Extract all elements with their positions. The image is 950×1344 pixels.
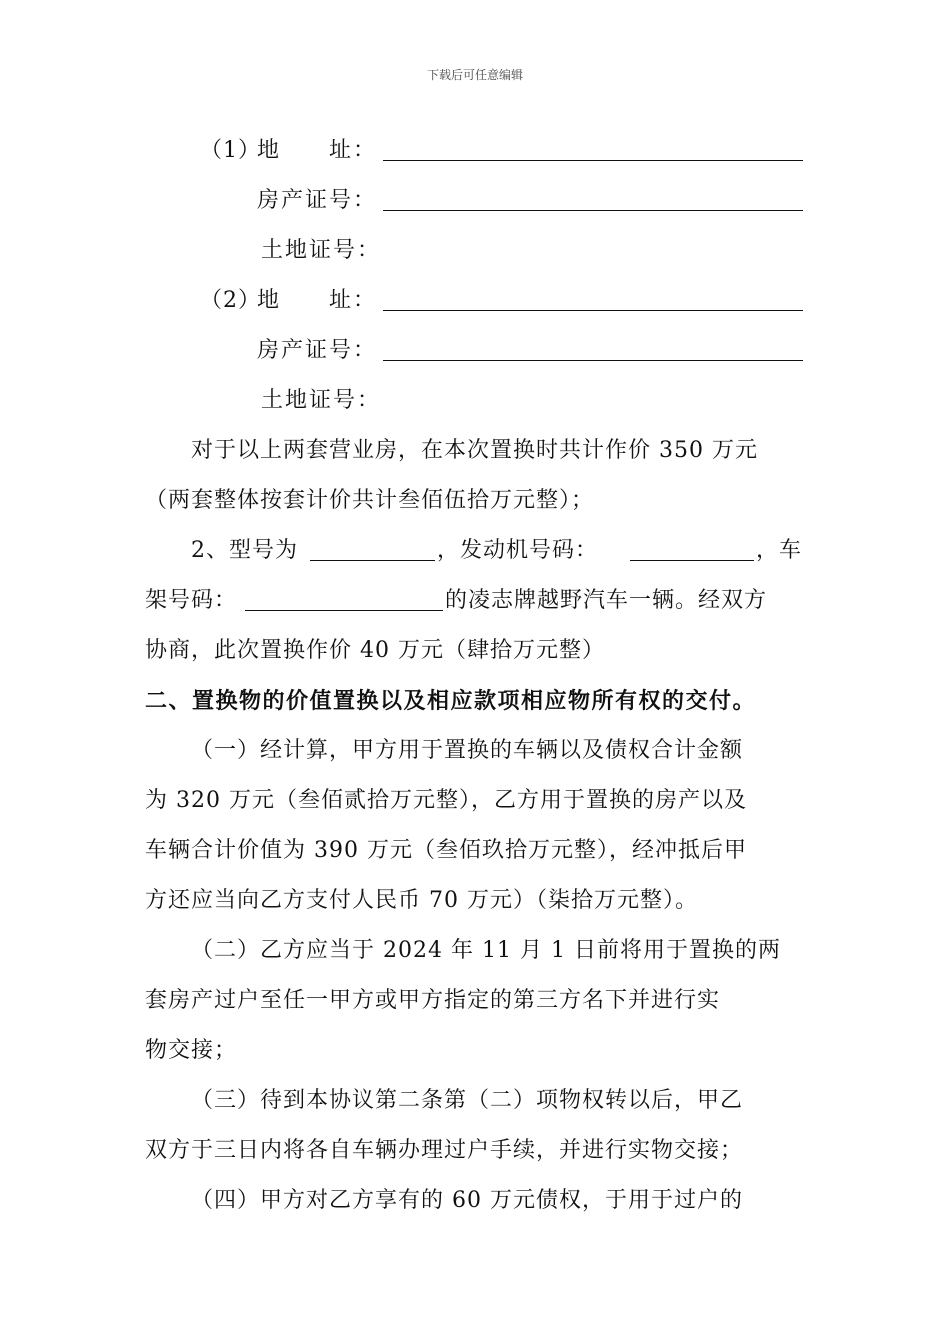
property-1-land-label: 土地证号： — [261, 238, 382, 263]
item-1-line-2: 为 320 万元（叁佰贰拾万元整），乙方用于置换的房产以及 — [145, 788, 747, 813]
property-2-number: （2） — [200, 288, 261, 313]
vehicle-description: 的凌志牌越野汽车一辆。经双方 — [445, 588, 768, 613]
property-2-cert-label: 房产证号： — [257, 338, 378, 363]
vehicle-frame-label: 架号码： — [145, 588, 238, 613]
item-1-line-4: 方还应当向乙方支付人民币 70 万元）（柒拾万元整）。 — [145, 888, 698, 913]
valuation-line-1: 对于以上两套营业房，在本次置换时共计作价 350 万元 — [191, 438, 758, 463]
vehicle-model-blank[interactable] — [310, 560, 435, 561]
item-3-line-1: （三）待到本协议第二条第（二）项物权转以后，甲乙 — [191, 1088, 744, 1113]
valuation-line-2: （两套整体按套计价共计叁佰伍拾万元整）； — [145, 488, 595, 513]
item-1-line-1: （一）经计算，甲方用于置换的车辆以及债权合计金额 — [191, 738, 744, 763]
vehicle-frame-prefix: ，车 — [756, 538, 803, 563]
page-header-note: 下载后可任意编辑 — [426, 68, 523, 82]
vehicle-frame-blank[interactable] — [245, 610, 443, 611]
item-2-line-2: 套房产过户至任一甲方或甲方指定的第三方名下并进行实 — [145, 988, 721, 1013]
item-3-line-2: 双方于三日内将各自车辆办理过户手续，并进行实物交接； — [145, 1138, 744, 1163]
property-2-land-label: 土地证号： — [261, 388, 382, 413]
item-2-line-1: （二）乙方应当于 2024 年 11 月 1 日前将用于置换的两 — [191, 938, 781, 963]
property-2-address-blank[interactable] — [383, 310, 803, 311]
vehicle-line-3: 协商，此次置换作价 40 万元（肆拾万元整） — [145, 638, 605, 663]
vehicle-engine-blank[interactable] — [630, 560, 754, 561]
vehicle-model-label: 2、型号为 — [191, 538, 298, 563]
property-1-cert-label: 房产证号： — [257, 188, 378, 213]
section-2-heading: 二、置换物的价值置换以及相应款项相应物所有权的交付。 — [145, 688, 757, 714]
item-4-line-1: （四）甲方对乙方享有的 60 万元债权，于用于过户的 — [191, 1188, 743, 1213]
property-1-cert-blank[interactable] — [383, 210, 803, 211]
property-2-address-label: 地 址： — [257, 288, 378, 313]
property-1-number: （1） — [200, 138, 261, 163]
property-2-cert-blank[interactable] — [383, 360, 803, 361]
property-1-address-label: 地 址： — [257, 138, 378, 163]
item-1-line-3: 车辆合计价值为 390 万元（叁佰玖拾万元整），经冲抵后甲 — [145, 838, 747, 863]
item-2-line-3: 物交接； — [145, 1038, 238, 1063]
vehicle-engine-label: ，发动机号码： — [437, 538, 599, 563]
property-1-address-blank[interactable] — [383, 160, 803, 161]
